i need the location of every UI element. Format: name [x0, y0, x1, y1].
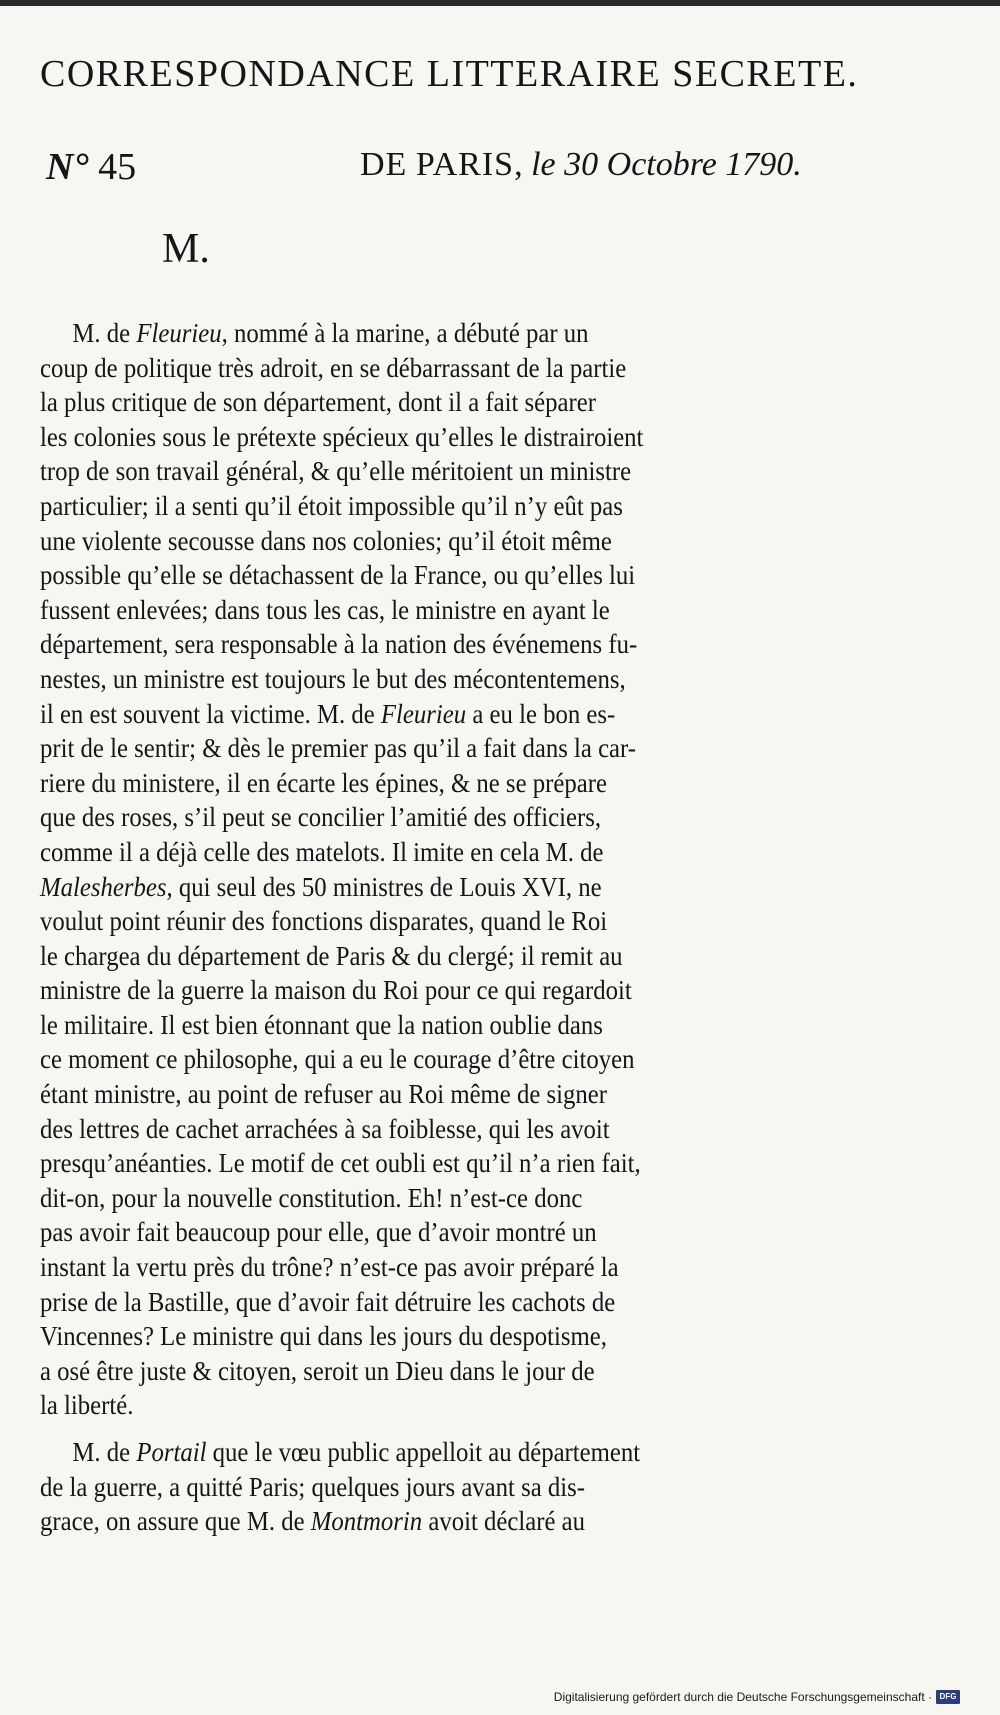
text-line — [40, 1112, 940, 1147]
text-run: avoit déclaré au — [422, 1505, 586, 1537]
text-line — [40, 939, 940, 974]
text-line — [40, 904, 940, 939]
proper-name: Fleurieu — [380, 697, 467, 729]
text-run: M. de — [72, 1436, 137, 1467]
issue-prefix: N° — [46, 146, 89, 188]
text-line — [40, 870, 940, 905]
text-run: Vincennes? Le ministre qui dans les jours du despotisme, — [40, 1320, 607, 1352]
text-line — [40, 454, 940, 489]
dateline-prefix: DE — [360, 146, 408, 183]
text-line — [40, 1146, 940, 1181]
dateline-date: 30 Octobre 1790. — [564, 146, 802, 183]
text-run: fussent enlevées; dans tous les cas, le ministre en ayant le — [40, 593, 610, 625]
text-run: pas avoir fait beaucoup pour elle, que d’avoir montré un — [40, 1216, 597, 1248]
text-line — [40, 558, 940, 593]
text-line — [40, 385, 940, 420]
proper-name: Portail — [136, 1436, 207, 1467]
text-run: une violente secousse dans nos colonies; qu’il étoit même — [40, 524, 612, 556]
text-run: possible qu’elle se détachassent de la France, ou qu’elles lui — [40, 559, 636, 591]
text-run: le chargea du département de Paris & du clergé; il remit au — [40, 939, 623, 971]
text-line — [40, 662, 940, 697]
salutation: M. — [162, 226, 210, 272]
text-run: dit-on, pour la nouvelle constitution. Eh! n’est-ce donc — [40, 1181, 583, 1213]
text-line — [40, 800, 940, 835]
text-line — [40, 1077, 940, 1112]
dateline — [360, 146, 802, 184]
text-line — [40, 1042, 940, 1077]
text-run: a eu le bon es- — [466, 697, 616, 729]
text-line — [40, 1470, 940, 1505]
proper-name: Malesherbes — [40, 870, 167, 902]
text-run: comme il a déjà celle des matelots. Il imite en cela M. de — [40, 835, 604, 867]
text-line — [40, 1319, 940, 1354]
text-line — [40, 489, 940, 524]
text-line — [40, 1285, 940, 1320]
paragraph-gap — [40, 1423, 1000, 1435]
proper-name: Fleurieu — [136, 317, 222, 348]
text-run: le militaire. Il est bien étonnant que la nation oublie dans — [40, 1008, 603, 1040]
dateline-separator: , — [514, 146, 523, 183]
text-line — [40, 1388, 940, 1423]
text-run: instant la vertu près du trône? n’est-ce pas avoir préparé la — [40, 1251, 619, 1283]
issue-number — [46, 145, 136, 189]
text-line — [40, 1250, 940, 1285]
dateline-le: le — [531, 146, 556, 183]
dateline-place: PARIS — [415, 146, 515, 183]
journal-title: CORRESPONDANCE LITTERAIRE SECRETE. — [40, 53, 859, 95]
proper-name: Montmorin — [310, 1505, 423, 1537]
text-line — [40, 1215, 940, 1250]
text-run: que le vœu public appelloit au département — [206, 1436, 641, 1467]
text-line — [40, 697, 940, 732]
text-run: coup de politique très adroit, en se débarrassant de la partie — [40, 351, 627, 383]
text-run: particulier; il a senti qu’il étoit impossible qu’il n’y eût pas — [40, 489, 623, 521]
digitization-credit-text: Digitalisierung gefördert durch die Deutsche Forschungsgemeinschaft · — [553, 1690, 932, 1704]
text-line — [40, 1504, 940, 1539]
text-run: ce moment ce philosophe, qui a eu le courage d’être citoyen — [40, 1043, 635, 1075]
text-run: prise de la Bastille, que d’avoir fait détruire les cachots de — [40, 1285, 616, 1317]
text-run: il en est souvent la victime. M. de — [40, 697, 381, 729]
text-run: trop de son travail général, & qu’elle méritoient un ministre — [40, 455, 632, 487]
text-run: riere du ministere, il en écarte les épines, & ne se prépare — [40, 766, 607, 798]
dfg-logo-icon: DFG — [936, 1690, 960, 1704]
text-run: que des roses, s’il peut se concilier l’amitié des officiers, — [40, 801, 602, 833]
text-line — [40, 973, 940, 1008]
text-run: nestes, un ministre est toujours le but des mécontentemens, — [40, 662, 626, 694]
text-line — [40, 1008, 940, 1043]
text-line — [40, 731, 940, 766]
text-run: la plus critique de son département, dont il a fait séparer — [40, 386, 597, 418]
issue-number-value: 45 — [98, 146, 137, 188]
text-run: les colonies sous le prétexte spécieux qu’elles le distrairoient — [40, 420, 644, 452]
text-run: presqu’anéanties. Le motif de cet oubli est qu’il n’a rien fait, — [40, 1147, 641, 1179]
top-border-rule — [0, 0, 1000, 6]
text-run: , qui seul des 50 ministres de Louis XVI, ne — [166, 870, 602, 902]
text-line — [40, 420, 940, 455]
text-run: , nommé à la marine, a débuté par un — [221, 317, 589, 348]
text-run: grace, on assure que M. de — [40, 1505, 311, 1537]
text-run: prit de le sentir; & dès le premier pas qu’il a fait dans la car- — [40, 732, 637, 764]
text-run: département, sera responsable à la nation des événemens fu- — [40, 628, 638, 660]
text-line — [40, 835, 940, 870]
text-line — [40, 627, 940, 662]
text-run: voulut point réunir des fonctions disparates, quand le Roi — [40, 905, 608, 937]
text-line — [40, 524, 940, 559]
text-run: de la guerre, a quitté Paris; quelques jours avant sa dis- — [40, 1470, 586, 1502]
text-line — [40, 1435, 940, 1470]
text-line — [40, 593, 940, 628]
text-run: a osé être juste & citoyen, seroit un Dieu dans le jour de — [40, 1354, 595, 1386]
text-line — [40, 766, 940, 801]
text-run: des lettres de cachet arrachées à sa foiblesse, qui les avoit — [40, 1112, 610, 1144]
text-run: étant ministre, au point de refuser au Roi même de signer — [40, 1078, 608, 1110]
digitization-credit — [554, 1683, 960, 1711]
text-run: la liberté. — [40, 1389, 134, 1421]
text-line — [40, 316, 940, 351]
text-line — [40, 351, 940, 386]
text-line — [40, 1354, 940, 1389]
text-run: ministre de la guerre la maison du Roi pour ce qui regardoit — [40, 974, 632, 1006]
article-body — [40, 316, 1000, 1539]
text-run: M. de — [72, 317, 137, 348]
text-line — [40, 1181, 940, 1216]
